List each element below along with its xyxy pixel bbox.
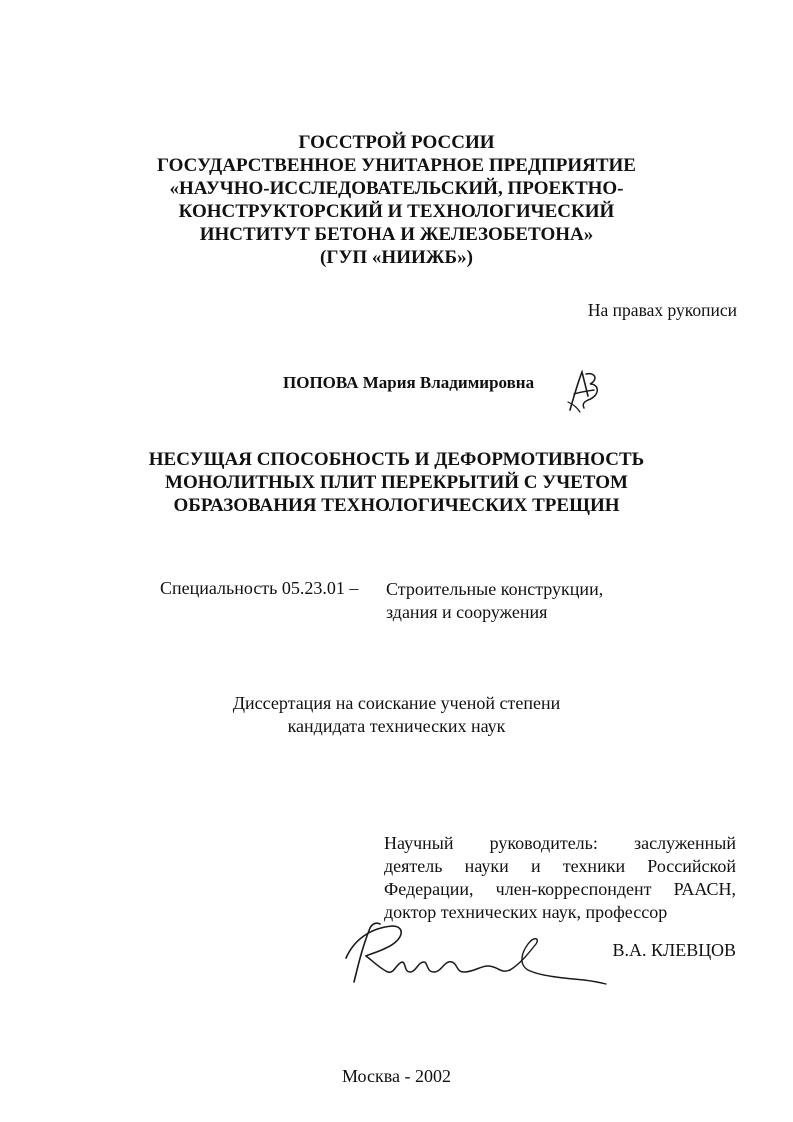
organization-header [0, 131, 793, 269]
organization-line: ГОСУДАРСТВЕННОЕ УНИТАРНОЕ ПРЕДПРИЯТИЕ [157, 155, 636, 176]
organization-line: КОНСТРУКТОРСКИЙ И ТЕХНОЛОГИЧЕСКИЙ [178, 201, 615, 222]
city-year: Москва - 2002 [342, 1066, 451, 1086]
thesis-title-line: НЕСУЩАЯ СПОСОБНОСТЬ И ДЕФОРМОТИВНОСТЬ [148, 449, 645, 470]
specialty-line: Строительные конструкции, [386, 579, 604, 599]
dissertation-degree [0, 692, 793, 738]
advisor-name: В.А. КЛЕВЦОВ [612, 940, 736, 960]
author-signature-icon [562, 366, 602, 414]
specialty-line: здания и сооружения [386, 602, 548, 622]
organization-line: ГОССТРОЙ РОССИИ [298, 132, 495, 153]
organization-line: (ГУП «НИИЖБ») [320, 247, 473, 268]
advisor-line: доктор технических наук, профессор [384, 902, 668, 922]
advisor-block [384, 832, 736, 924]
rights-note: На правах рукописи [587, 300, 737, 320]
author-surname: ПОПОВА [283, 373, 359, 392]
advisor-line: Научный руководитель: заслуженный [384, 833, 736, 853]
organization-line: ИНСТИТУТ БЕТОНА И ЖЕЛЕЗОБЕТОНА» [199, 224, 594, 245]
advisor-line: деятель науки и техники Российской [384, 856, 736, 876]
author-name [283, 373, 534, 393]
specialty-value [386, 578, 603, 624]
dissertation-line: Диссертация на соискание ученой степени [232, 693, 561, 713]
advisor-line: Федерации, член-корреспондент РААСН, [384, 879, 736, 899]
thesis-title [0, 448, 793, 517]
specialty-label: Специальность 05.23.01 – [160, 578, 359, 598]
dissertation-line: кандидата технических наук [287, 716, 506, 736]
organization-line: «НАУЧНО-ИССЛЕДОВАТЕЛЬСКИЙ, ПРОЕКТНО- [169, 178, 624, 199]
advisor-signature-icon [340, 918, 608, 990]
thesis-title-line: МОНОЛИТНЫХ ПЛИТ ПЕРЕКРЫТИЙ С УЧЕТОМ [165, 472, 628, 493]
thesis-title-line: ОБРАЗОВАНИЯ ТЕХНОЛОГИЧЕСКИХ ТРЕЩИН [173, 495, 620, 516]
author-given-names: Мария Владимировна [362, 373, 535, 392]
